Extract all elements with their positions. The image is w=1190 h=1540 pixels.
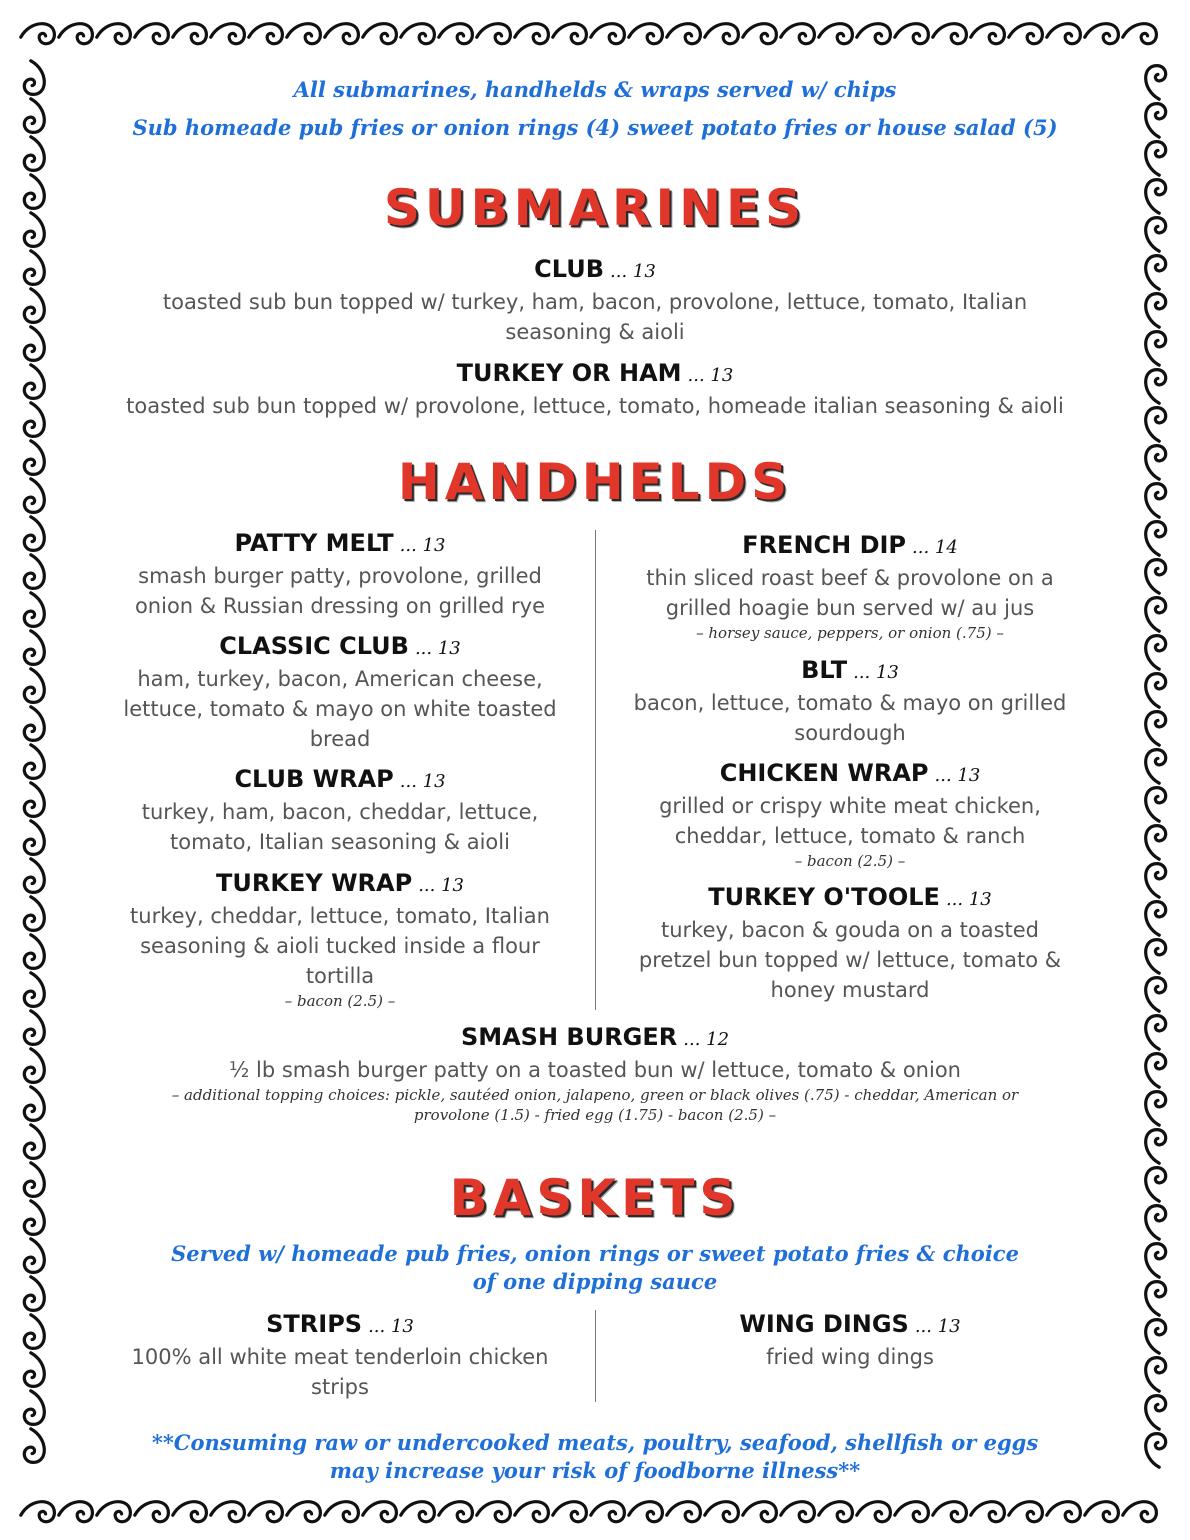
item-price: ... 13 [414, 638, 461, 659]
scroll-curl [553, 1502, 587, 1522]
scroll-curl [477, 24, 511, 44]
scroll-curl [1047, 24, 1081, 44]
scroll-curl [401, 24, 435, 44]
item-price: ... 13 [853, 662, 899, 683]
scroll-curl [401, 1502, 435, 1522]
scroll-curl [24, 99, 44, 133]
scroll-curl [819, 24, 853, 44]
baskets-note: Served w/ homeade pub fries, onion rings or sweet potato fries & choice of one dipping sauce [171, 1241, 1019, 1294]
item-description: turkey, ham, bacon, cheddar, lettuce, tomato, Italian seasoning & aioli [141, 800, 539, 854]
menu-item-turkey-otoole [630, 882, 1070, 1005]
scroll-curl [1123, 24, 1157, 44]
scroll-curl [1085, 1502, 1119, 1522]
scroll-curl [363, 24, 397, 44]
intro-line-1: All submarines, handhelds & wraps served w/ chips [293, 77, 897, 102]
item-addon: – bacon (2.5) – [794, 852, 906, 870]
scroll-curl [1146, 332, 1166, 366]
item-price: ... 14 [912, 537, 958, 558]
scroll-curl [477, 1502, 511, 1522]
scroll-curl [24, 745, 44, 779]
item-price: ... 13 [418, 875, 464, 896]
scroll-curl [1146, 826, 1166, 860]
item-description: smash burger patty, provolone, grilled onion & Russian dressing on grilled rye [134, 564, 546, 618]
scroll-curl [24, 1277, 44, 1311]
scroll-curl [667, 1502, 701, 1522]
scroll-curl [287, 24, 321, 44]
scroll-curl [1146, 1092, 1166, 1126]
scroll-curl [1146, 978, 1166, 1012]
item-description: bacon, lettuce, tomato & mayo on grilled sourdough [633, 691, 1067, 745]
scroll-curl [24, 175, 44, 209]
scroll-curl [21, 1502, 55, 1522]
scroll-curl [971, 24, 1005, 44]
scroll-curl [24, 365, 44, 399]
scroll-curl [24, 213, 44, 247]
menu-item-club [120, 254, 1070, 347]
item-name: FRENCH DIP [742, 531, 907, 559]
menu-item-turkey-or-ham [120, 358, 1070, 421]
scroll-curl [1146, 598, 1166, 632]
scroll-curl [439, 24, 473, 44]
scroll-curl [857, 24, 891, 44]
scroll-curl [24, 137, 44, 171]
scroll-curl [24, 1391, 44, 1425]
item-name: CLUB [534, 255, 605, 283]
scroll-curl [1146, 66, 1166, 100]
scroll-curl [24, 441, 44, 475]
scroll-curl [21, 24, 55, 44]
scroll-curl [933, 24, 967, 44]
scroll-curl [24, 1201, 44, 1235]
scroll-curl [325, 1502, 359, 1522]
item-price: ... 12 [683, 1029, 730, 1050]
scroll-curl [24, 1125, 44, 1159]
item-name: SMASH BURGER [460, 1023, 678, 1051]
menu-item-chicken-wrap [630, 758, 1070, 871]
scroll-curl [24, 1239, 44, 1273]
scroll-curl [135, 24, 169, 44]
scroll-curl [1146, 1282, 1166, 1316]
scroll-curl [1146, 864, 1166, 898]
scroll-curl [1146, 370, 1166, 404]
scroll-curl [24, 1429, 44, 1463]
scroll-curl [1146, 446, 1166, 480]
scroll-curl [591, 1502, 625, 1522]
scroll-curl [59, 24, 93, 44]
scroll-curl [24, 61, 44, 95]
baskets-divider [595, 1310, 596, 1402]
menu-item-classic-club [120, 631, 560, 754]
scroll-curl [895, 24, 929, 44]
scroll-curl [287, 1502, 321, 1522]
scroll-curl [705, 24, 739, 44]
scroll-curl [1146, 1396, 1166, 1430]
scroll-curl [1047, 1502, 1081, 1522]
scroll-curl [249, 1502, 283, 1522]
scroll-curl [173, 1502, 207, 1522]
item-name: STRIPS [266, 1310, 363, 1338]
scroll-curl [135, 1502, 169, 1522]
scroll-curl [24, 1087, 44, 1121]
scroll-curl [1146, 1320, 1166, 1354]
scroll-curl [173, 24, 207, 44]
scroll-curl [1009, 24, 1043, 44]
item-description: fried wing dings [766, 1345, 934, 1369]
scroll-curl [1146, 674, 1166, 708]
scroll-curl [1146, 1434, 1166, 1468]
scroll-curl [1146, 1168, 1166, 1202]
scroll-curl [24, 973, 44, 1007]
scroll-curl [24, 251, 44, 285]
item-price: ... 13 [914, 1316, 961, 1337]
scroll-curl [1146, 712, 1166, 746]
menu-item-strips [120, 1309, 560, 1402]
intro-line-2: Sub homeade pub fries or onion rings (4) sweet potato fries or house salad (5) [132, 115, 1058, 140]
scroll-curl [249, 24, 283, 44]
scroll-curl [24, 783, 44, 817]
scroll-curl [1146, 636, 1166, 670]
scroll-curl [24, 1315, 44, 1349]
menu-item-blt [630, 655, 1070, 748]
scroll-curl [515, 1502, 549, 1522]
item-price: ... 13 [399, 771, 446, 792]
scroll-curl [24, 859, 44, 893]
scroll-curl [24, 935, 44, 969]
item-name: TURKEY WRAP [216, 869, 413, 897]
scroll-curl [1146, 940, 1166, 974]
scroll-curl [24, 1011, 44, 1045]
scroll-curl [24, 631, 44, 665]
scroll-curl [1146, 104, 1166, 138]
item-addon: – additional topping choices: pickle, sautéed onion, jalapeno, green or black olives (.75) - cheddar, American or provolone (1.5) - fried egg (1.75) - bacon (2.5) – [171, 1086, 1019, 1124]
menu-item-turkey-wrap [120, 868, 560, 1011]
scroll-curl [211, 1502, 245, 1522]
item-name: TURKEY O'TOOLE [708, 883, 940, 911]
scroll-curl [857, 1502, 891, 1522]
food-safety-warning: **Consuming raw or undercooked meats, poultry, seafood, shellfish or eggs may increase your risk of foodborne illness** [151, 1430, 1039, 1483]
scroll-curl [97, 1502, 131, 1522]
item-price: ... 13 [945, 889, 992, 910]
scroll-curl [1146, 294, 1166, 328]
item-name: TURKEY OR HAM [456, 359, 682, 387]
scroll-curl [24, 1353, 44, 1387]
scroll-curl [1146, 142, 1166, 176]
scroll-curl [1146, 256, 1166, 290]
scroll-curl [24, 1049, 44, 1083]
handhelds-title: HANDHELDS [397, 453, 793, 511]
scroll-curl [24, 821, 44, 855]
scroll-curl [59, 1502, 93, 1522]
scroll-curl [1146, 1054, 1166, 1088]
item-name: BLT [801, 656, 848, 684]
scroll-curl [97, 24, 131, 44]
scroll-curl [1146, 218, 1166, 252]
scroll-curl [1146, 1130, 1166, 1164]
menu-item-wing-dings [630, 1309, 1070, 1372]
item-description: turkey, cheddar, lettuce, tomato, Italian seasoning & aioli tucked inside a flour tortilla [130, 904, 550, 988]
scroll-curl [895, 1502, 929, 1522]
item-price: ... 13 [610, 261, 656, 282]
scroll-curl [629, 24, 663, 44]
item-description: 100% all white meat tenderloin chicken strips [131, 1345, 549, 1399]
item-addon: – horsey sauce, peppers, or onion (.75) – [696, 624, 1004, 642]
scroll-curl [629, 1502, 663, 1522]
scroll-curl [1146, 788, 1166, 822]
item-description: grilled or crispy white meat chicken, cheddar, lettuce, tomato & ranch [659, 794, 1041, 848]
item-description: ½ lb smash burger patty on a toasted bun w/ lettuce, tomato & onion [229, 1058, 961, 1082]
item-description: toasted sub bun topped w/ provolone, lettuce, tomato, homeade italian seasoning & aioli [126, 394, 1064, 418]
scroll-curl [781, 24, 815, 44]
menu-item-patty-melt [120, 528, 560, 621]
item-description: ham, turkey, bacon, American cheese, lettuce, tomato & mayo on white toasted bread [123, 667, 557, 751]
scroll-curl [781, 1502, 815, 1522]
scroll-curl [1085, 24, 1119, 44]
scroll-curl [24, 479, 44, 513]
menu-item-club-wrap [120, 764, 560, 857]
scroll-curl [24, 327, 44, 361]
scroll-curl [24, 403, 44, 437]
scroll-curl [1123, 1502, 1157, 1522]
item-name: CLASSIC CLUB [219, 632, 409, 660]
item-price: ... 13 [687, 365, 734, 386]
scroll-curl [1146, 1244, 1166, 1278]
item-price: ... 13 [399, 535, 446, 556]
scroll-curl [24, 707, 44, 741]
scroll-curl [1146, 1358, 1166, 1392]
scroll-curl [211, 24, 245, 44]
scroll-curl [24, 897, 44, 931]
scroll-curl [743, 24, 777, 44]
baskets-title: BASKETS [449, 1169, 741, 1227]
scroll-curl [1146, 902, 1166, 936]
menu-item-smash-burger [140, 1022, 1050, 1125]
scroll-curl [591, 24, 625, 44]
scroll-curl [1146, 522, 1166, 556]
scroll-curl [971, 1502, 1005, 1522]
scroll-curl [1146, 1016, 1166, 1050]
submarines-title: SUBMARINES [383, 179, 807, 237]
item-description: turkey, bacon & gouda on a toasted pretzel bun topped w/ lettuce, tomato & honey mustard [638, 918, 1062, 1002]
scroll-curl [705, 1502, 739, 1522]
scroll-curl [743, 1502, 777, 1522]
scroll-curl [363, 1502, 397, 1522]
scroll-curl [553, 24, 587, 44]
item-name: CLUB WRAP [234, 765, 394, 793]
scroll-curl [1146, 408, 1166, 442]
scroll-curl [24, 669, 44, 703]
column-divider [595, 530, 596, 1010]
item-description: thin sliced roast beef & provolone on a grilled hoagie bun served w/ au jus [646, 566, 1054, 620]
scroll-curl [933, 1502, 967, 1522]
scroll-curl [1146, 180, 1166, 214]
scroll-curl [24, 555, 44, 589]
scroll-curl [667, 24, 701, 44]
scroll-curl [24, 1163, 44, 1197]
scroll-curl [24, 593, 44, 627]
scroll-curl [24, 289, 44, 323]
item-addon: – bacon (2.5) – [284, 992, 396, 1010]
scroll-curl [1009, 1502, 1043, 1522]
menu-item-french-dip [630, 530, 1070, 643]
scroll-curl [325, 24, 359, 44]
item-price: ... 13 [934, 765, 981, 786]
item-price: ... 13 [368, 1316, 414, 1337]
item-name: CHICKEN WRAP [719, 759, 929, 787]
scroll-curl [24, 517, 44, 551]
item-name: WING DINGS [739, 1310, 909, 1338]
scroll-curl [439, 1502, 473, 1522]
scroll-curl [819, 1502, 853, 1522]
item-name: PATTY MELT [234, 529, 394, 557]
scroll-curl [1146, 484, 1166, 518]
item-description: toasted sub bun topped w/ turkey, ham, bacon, provolone, lettuce, tomato, Italian seasoning & aioli [162, 290, 1028, 344]
scroll-curl [1146, 560, 1166, 594]
scroll-curl [1146, 750, 1166, 784]
scroll-curl [515, 24, 549, 44]
scroll-curl [1146, 1206, 1166, 1240]
